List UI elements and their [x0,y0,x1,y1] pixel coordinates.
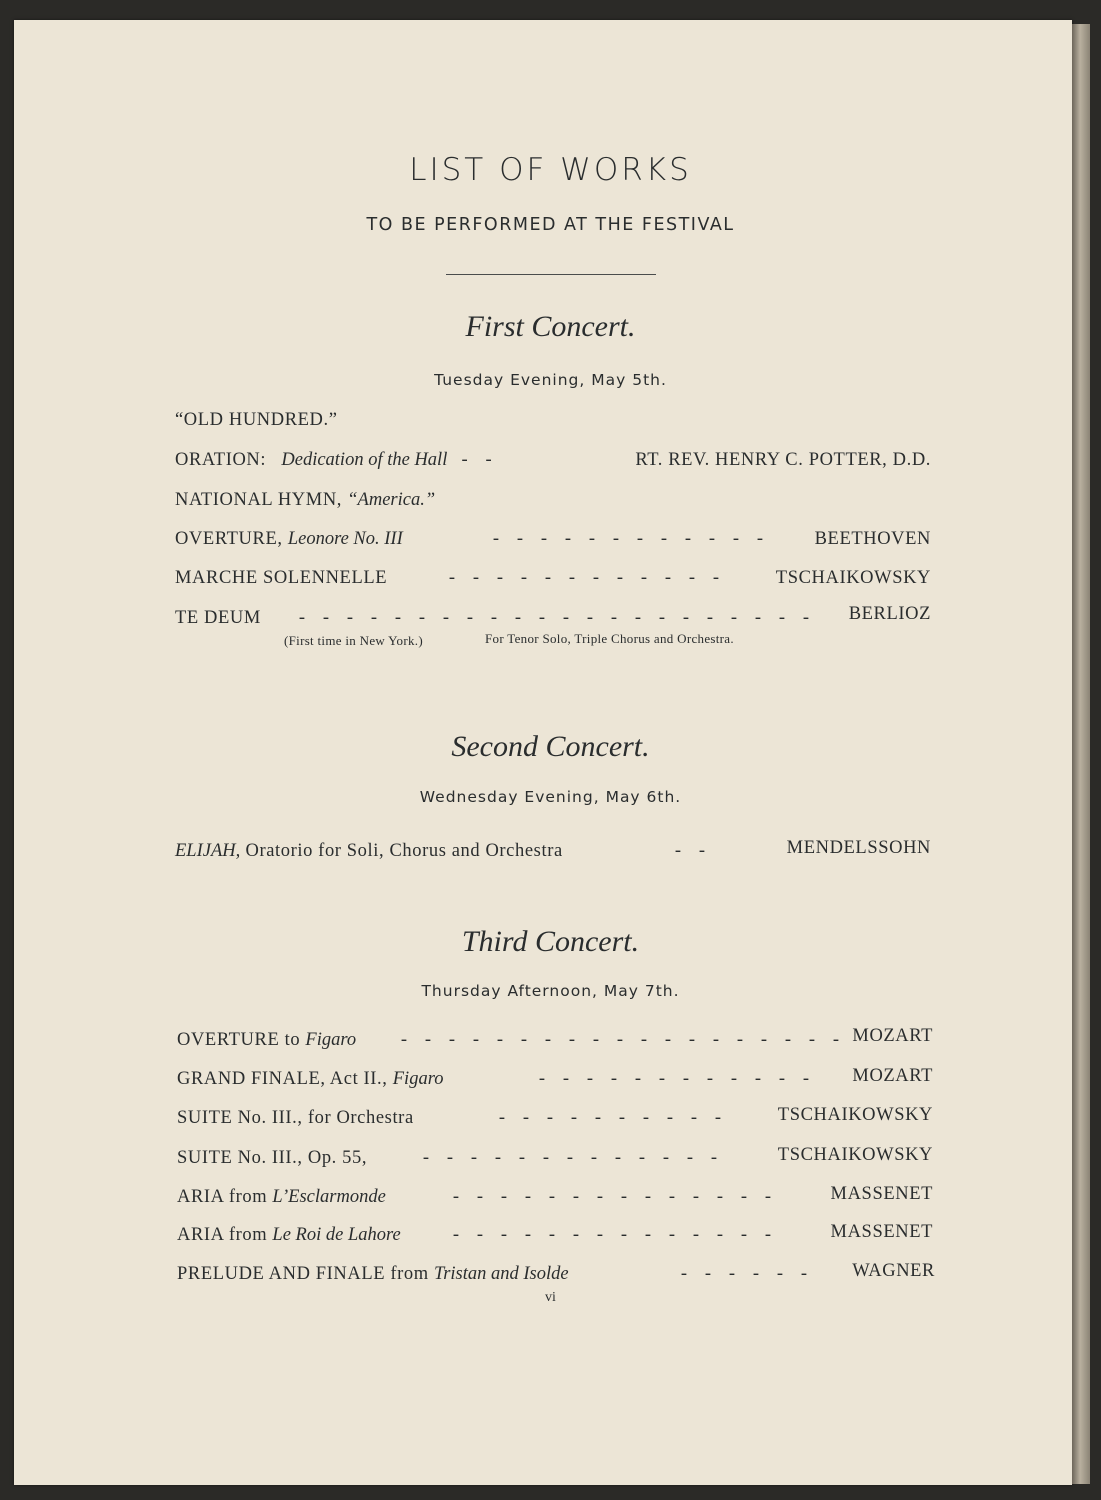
composer: TSCHAIKOWSKY [775,568,931,588]
leader-dots: - - [461,450,492,470]
leader-dots: - - - - - - - - - - - - - - - - - - - - - - [298,608,810,628]
composer: TSCHAIKOWSKY [777,1145,933,1165]
composer: BERLIOZ [848,604,931,624]
work-title: GRAND FINALE, Act II., [177,1069,388,1089]
work-title: OVERTURE, [175,529,283,549]
composer: BEETHOVEN [814,529,931,549]
work-title: ELIJAH, [175,841,241,861]
work-detail: “America.” [347,490,436,510]
work-note: For Tenor Solo, Triple Chorus and Orchestra. [485,631,734,646]
work-note: (First time in New York.) [284,633,423,648]
list-item [175,490,435,511]
leader-dots: - - - - - - - - - - - - [538,1069,810,1089]
leader-dots: - - - - - - - - - - [498,1108,722,1128]
composer: MOZART [852,1066,933,1086]
leader-dots: - - - - - - - - - - - - - - [452,1187,772,1207]
list-item [177,1264,569,1285]
list-item [177,1030,356,1051]
work-title: PRELUDE AND FINALE from [177,1264,429,1284]
composer: WAGNER [852,1261,935,1281]
work-title: OVERTURE to [177,1030,301,1050]
leader-dots: - - [674,841,706,861]
list-item [175,841,563,862]
work-title: ORATION: [175,450,267,470]
list-item [177,1069,443,1090]
composer: MASSENET [830,1184,933,1204]
title-divider [446,274,656,275]
page-title: LIST OF WORKS [409,152,692,188]
concert-heading-second: Second Concert. [451,730,650,763]
work-title: SUITE No. III., for Orchestra [177,1108,414,1128]
page-subtitle: TO BE PERFORMED AT THE FESTIVAL [366,215,735,235]
work-detail: Oratorio for Soli, Chorus and Orchestra [245,841,563,861]
work-detail: Dedication of the Hall [281,450,448,470]
list-item [175,529,403,550]
composer: TSCHAIKOWSKY [777,1105,933,1125]
work-detail: Le Roi de Lahore [272,1225,401,1245]
leader-dots: - - - - - - [680,1264,808,1284]
concert-heading-first: First Concert. [465,310,636,343]
list-item [177,1225,401,1246]
leader-dots: - - - - - - - - - - - - [448,568,720,588]
page-number: vi [545,1290,556,1305]
composer: MENDELSSOHN [786,838,931,858]
leader-dots: - - - - - - - - - - - - - - [452,1225,772,1245]
concert-date-third: Thursday Afternoon, May 7th. [421,982,680,1000]
concert-heading-third: Third Concert. [461,925,640,958]
leader-dots: - - - - - - - - - - - - - - - - - - - [400,1030,840,1050]
work-detail: Figaro [305,1030,357,1050]
work-title: TE DEUM [175,608,261,628]
list-item [175,450,501,471]
work-title: MARCHE SOLENNELLE [175,568,388,588]
work-detail: Figaro [392,1069,444,1089]
work-title: NATIONAL HYMN, [175,490,343,510]
composer: RT. REV. HENRY C. POTTER, D.D. [635,450,931,470]
work-title: SUITE No. III., Op. 55, [177,1148,368,1168]
leader-dots: - - - - - - - - - - - - [492,529,764,549]
work-detail: Tristan and Isolde [433,1264,569,1284]
work-detail: Leonore No. III [287,529,403,549]
leader-dots: - - - - - - - - - - - - - [422,1148,718,1168]
composer: MASSENET [830,1222,933,1242]
concert-date-first: Tuesday Evening, May 5th. [434,371,667,389]
work-title: ARIA from [177,1187,268,1207]
composer: MOZART [852,1026,933,1046]
work-title: ARIA from [177,1225,268,1245]
work-title: “OLD HUNDRED.” [175,410,338,430]
concert-date-second: Wednesday Evening, May 6th. [419,788,682,806]
work-detail: L’Esclarmonde [272,1187,386,1207]
list-item [177,1187,386,1208]
